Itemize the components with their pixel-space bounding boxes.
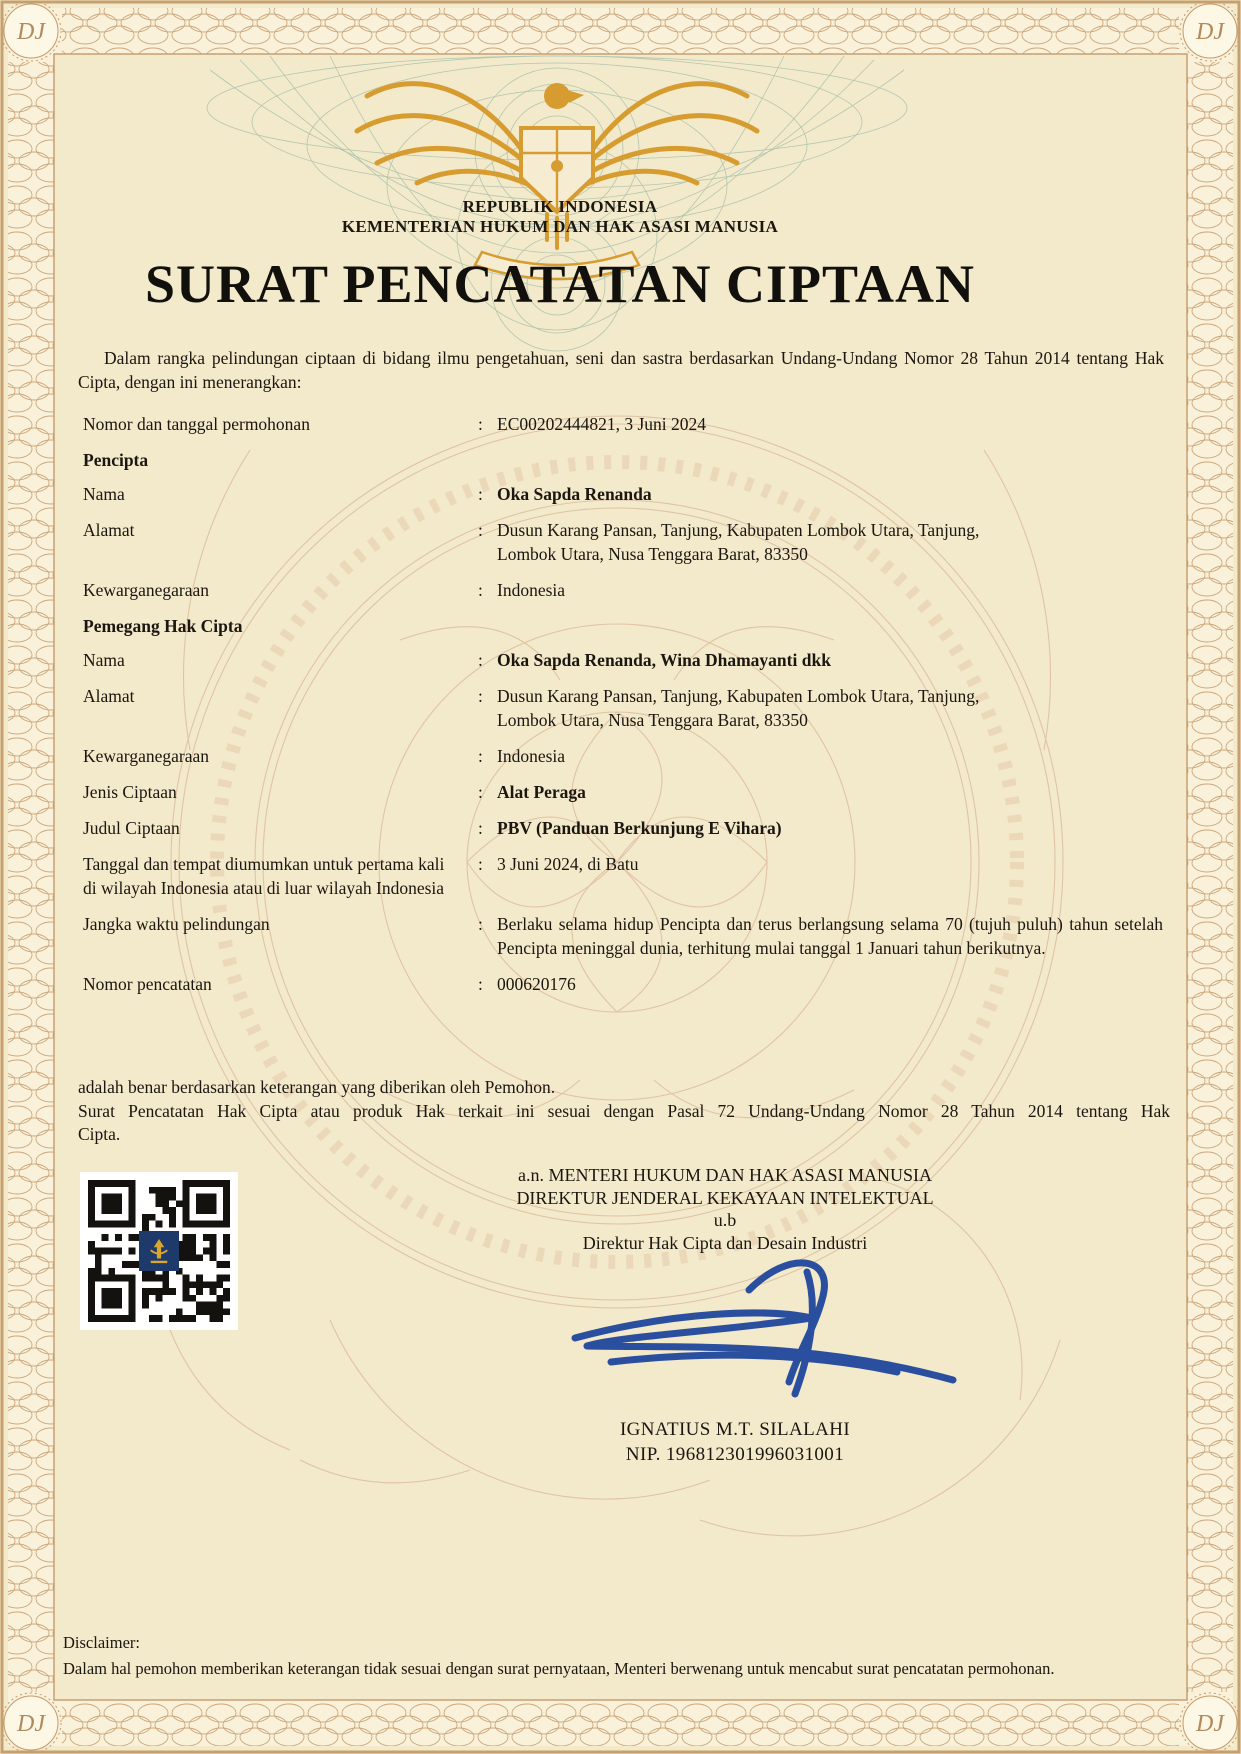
closing-paragraph <box>78 1076 1170 1147</box>
field-label: Judul Ciptaan <box>83 818 180 838</box>
svg-text:DJ: DJ <box>17 19 45 45</box>
signatory-line-2: DIREKTUR JENDERAL KEKAYAAN INTELEKTUAL <box>516 1187 934 1208</box>
field-label: Nama <box>83 650 125 670</box>
field-label: Kewarganegaraan <box>83 580 209 600</box>
svg-text:DJ: DJ <box>1196 19 1224 45</box>
field-row <box>83 972 1165 996</box>
field-label: Nomor dan tanggal permohonan <box>83 414 310 434</box>
field-colon: : <box>478 854 483 874</box>
field-label: Alamat <box>83 686 135 706</box>
field-colon: : <box>478 580 483 600</box>
svg-text:DJ: DJ <box>1196 1711 1224 1737</box>
disclaimer <box>63 1630 1185 1682</box>
fields-table <box>83 412 1165 1008</box>
field-row <box>83 648 1165 672</box>
qr-code <box>80 1172 238 1330</box>
closing-line: Cipta. <box>78 1124 121 1144</box>
field-label: Tanggal dan tempat diumumkan untuk pertama kali di wilayah Indonesia atau di luar wilayah Indonesia <box>83 854 445 898</box>
field-label: Alamat <box>83 520 135 540</box>
signer-name: IGNATIUS M.T. SILALAHI <box>619 1419 851 1440</box>
signatory-line-4: Direktur Hak Cipta dan Desain Industri <box>582 1232 868 1253</box>
signer-nip: NIP. 196812301996031001 <box>625 1444 845 1465</box>
field-value: Indonesia <box>497 746 566 766</box>
field-value: 000620176 <box>497 974 576 994</box>
field-label: Pemegang Hak Cipta <box>83 616 243 636</box>
field-colon: : <box>478 414 483 434</box>
field-colon: : <box>478 974 483 994</box>
field-colon: : <box>478 746 483 766</box>
field-label: Pencipta <box>83 450 149 470</box>
field-value: Alat Peraga <box>497 782 586 802</box>
field-row <box>83 852 1165 900</box>
field-colon: : <box>478 818 483 838</box>
field-colon: : <box>478 782 483 802</box>
kemenkumham-logo-icon <box>139 1231 179 1271</box>
field-colon: : <box>478 484 483 504</box>
field-label: Jangka waktu pelindungan <box>83 914 270 934</box>
field-value: Indonesia <box>497 580 566 600</box>
certificate-title: SURAT PENCATATAN CIPTAAN <box>144 254 976 314</box>
disclaimer-label: Disclaimer: <box>63 1633 140 1652</box>
field-label: Nomor pencatatan <box>83 974 212 994</box>
section-header-row <box>83 614 1165 638</box>
government-header <box>0 197 1120 237</box>
field-label: Kewarganegaraan <box>83 746 209 766</box>
republic-line: REPUBLIK INDONESIA <box>462 197 658 216</box>
field-value: PBV (Panduan Berkunjung E Vihara) <box>497 818 782 838</box>
field-colon: : <box>478 914 483 934</box>
field-value: 3 Juni 2024, di Batu <box>497 854 639 874</box>
closing-line: adalah benar berdasarkan keterangan yang diberikan oleh Pemohon. <box>78 1077 556 1097</box>
field-value: Oka Sapda Renanda <box>497 484 652 504</box>
field-value: Dusun Karang Pansan, Tanjung, Kabupaten Lombok Utara, Tanjung, Lombok Utara, Nusa Tenggara Barat, 83350 <box>497 520 980 564</box>
field-value: Berlaku selama hidup Pencipta dan terus berlangsung selama 70 (tujuh puluh) tahun setelah Pencipta meninggal dunia, terhitung mulai tanggal 1 Januari tahun berikutnya. <box>497 914 1163 958</box>
signature-scribble <box>553 1250 993 1415</box>
field-row <box>83 816 1165 840</box>
field-row <box>83 482 1165 506</box>
closing-line: Surat Pencatatan Hak Cipta atau produk Hak terkait ini sesuai dengan Pasal 72 Undang-Undang Nomor 28 Tahun 2014 tentang Hak <box>78 1100 1170 1121</box>
svg-text:DJ: DJ <box>17 1711 45 1737</box>
signatory-block <box>375 1164 1075 1254</box>
field-colon: : <box>478 650 483 670</box>
field-colon: : <box>478 686 483 706</box>
field-label: Nama <box>83 484 125 504</box>
field-row <box>83 912 1165 960</box>
ministry-line: KEMENTERIAN HUKUM DAN HAK ASASI MANUSIA <box>341 217 779 236</box>
signatory-line-3: u.b <box>713 1210 737 1230</box>
field-value: Oka Sapda Renanda, Wina Dhamayanti dkk <box>497 650 831 670</box>
signatory-line-1: a.n. MENTERI HUKUM DAN HAK ASASI MANUSIA <box>518 1165 932 1185</box>
field-value: EC00202444821, 3 Juni 2024 <box>497 414 707 434</box>
field-colon: : <box>478 520 483 540</box>
field-row <box>83 412 1165 436</box>
field-row <box>83 578 1165 602</box>
field-label: Jenis Ciptaan <box>83 782 177 802</box>
field-value: Dusun Karang Pansan, Tanjung, Kabupaten Lombok Utara, Tanjung, Lombok Utara, Nusa Tenggara Barat, 83350 <box>497 686 980 730</box>
signer-identity <box>535 1417 935 1467</box>
field-row <box>83 684 1165 732</box>
intro-paragraph: Dalam rangka pelindungan ciptaan di bidang ilmu pengetahuan, seni dan sastra berdasarkan Undang-Undang Nomor 28 Tahun 2014 tentang Hak Cipta, dengan ini menerangkan: <box>78 348 1164 392</box>
section-header-row <box>83 448 1165 472</box>
disclaimer-text: Dalam hal pemohon memberikan keterangan tidak sesuai dengan surat pernyataan, Menteri berwenang untuk mencabut surat pencatatan permohonan. <box>63 1659 1055 1678</box>
field-row <box>83 780 1165 804</box>
field-row <box>83 744 1165 768</box>
field-row <box>83 518 1165 566</box>
